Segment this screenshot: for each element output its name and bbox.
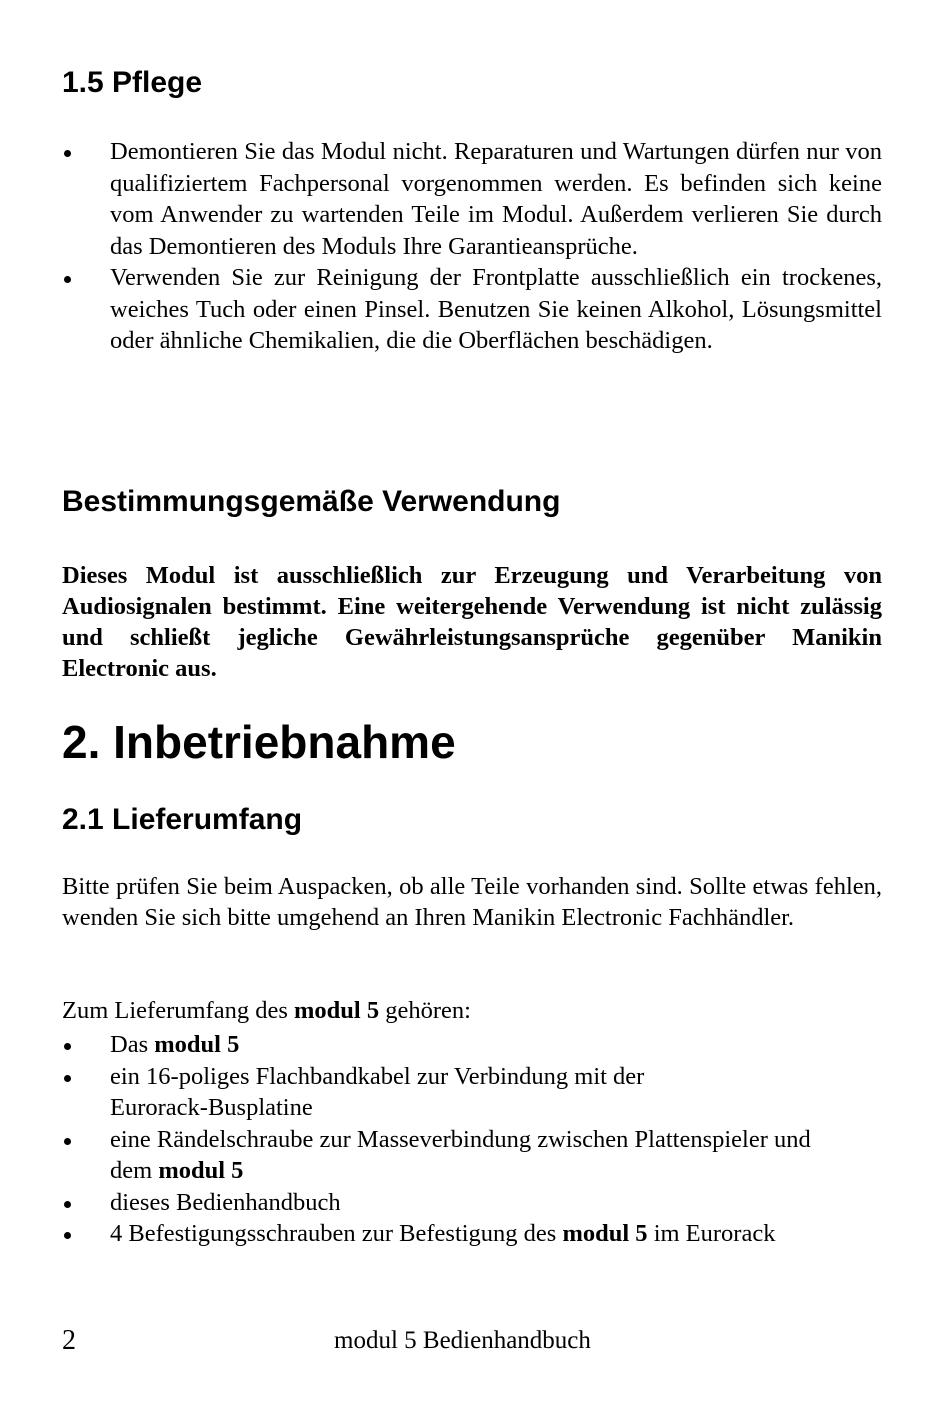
pflege-list: [62, 136, 882, 357]
list-item: Das modul 5: [62, 1029, 882, 1061]
section-heading-lieferumfang: 2.1 Lieferumfang: [62, 803, 303, 836]
bullet-icon: [64, 276, 71, 283]
list-item: eine Rändelschraube zur Masseverbindung zwischen Plattenspieler und dem modul 5: [62, 1124, 882, 1187]
lieferumfang-list: [62, 1029, 882, 1250]
chapter-title: 2. Inbetriebnahme: [62, 716, 456, 768]
section-heading-pflege: 1.5 Pflege: [62, 66, 203, 99]
bullet-icon: [64, 1232, 71, 1239]
lieferumfang-intro: Bitte prüfen Sie beim Auspacken, ob alle Teile vorhanden sind. Sollte etwas fehlen, wenden Sie sich bitte umgehend an Ihren Manikin Electronic Fachhändler.: [62, 873, 882, 931]
footer-title: modul 5 Bedienhandbuch: [334, 1327, 591, 1354]
bullet-icon: [64, 1138, 71, 1145]
page-number: 2: [62, 1325, 76, 1356]
section-heading-verwendung: Bestimmungsgemäße Verwendung: [62, 485, 561, 518]
bullet-icon: [64, 1043, 71, 1050]
list-item: dieses Bedienhandbuch: [62, 1187, 882, 1219]
bullet-icon: [64, 1075, 71, 1082]
bullet-icon: [64, 150, 71, 157]
list-item: 4 Befestigungsschrauben zur Befestigung des modul 5 im Eurorack: [62, 1218, 882, 1250]
list-item: Verwenden Sie zur Reinigung der Frontplatte ausschließlich ein trockenes, weiches Tuch oder einen Pinsel. Benutzen Sie keinen Alkohol, Lösungsmittel oder ähnliche Chemikalien, die die Oberflächen beschädigen.: [62, 262, 882, 357]
lieferumfang-list-intro: Zum Lieferumfang des modul 5 gehören:: [62, 997, 471, 1024]
list-item: ein 16-poliges Flachbandkabel zur Verbindung mit der Eurorack-Busplatine: [62, 1061, 882, 1124]
verwendung-paragraph: Dieses Modul ist ausschließlich zur Erzeugung und Verarbeitung von Audiosignalen bestimmt. Eine weitergehende Verwendung ist nicht zulässig und schließt jegliche Gewährleistungsansprüche gegenüber Manikin Electronic aus.: [62, 562, 882, 682]
bullet-icon: [64, 1201, 71, 1208]
list-item: Demontieren Sie das Modul nicht. Reparaturen und Wartungen dürfen nur von qualifiziertem Fachpersonal vorgenommen werden. Es befinden sich keine vom Anwender zu wartenden Teile im Modul. Außerdem verlieren Sie durch das Demontieren des Moduls Ihre Garantieansprüche.: [62, 136, 882, 262]
